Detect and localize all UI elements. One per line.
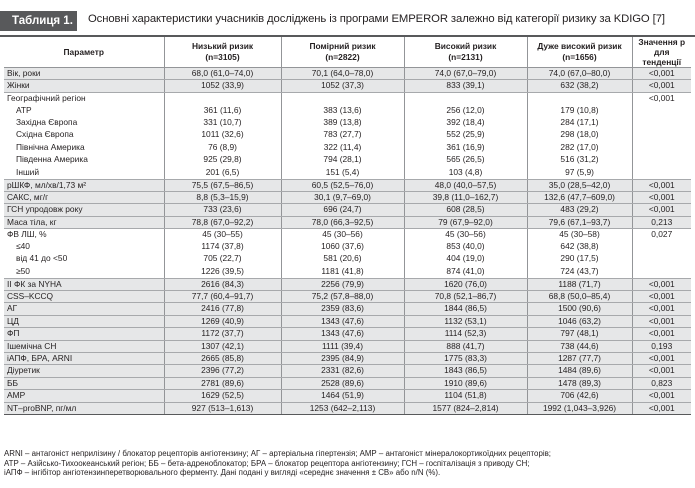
table-header [0,0,695,36]
table-row [4,117,691,129]
row-label: NT–proBNP, пг/мл [4,402,164,414]
cell-p: 0,193 [632,340,691,352]
table-row [4,129,691,141]
cell-mod: 581 (20,6) [281,253,404,265]
cell-low: 331 (10,7) [164,117,281,129]
cell-p: <0,001 [632,365,691,377]
table-row [4,328,691,340]
col-header-param: Параметр [4,37,164,68]
cell-low: 2616 (84,3) [164,278,281,290]
cell-mod: 783 (27,7) [281,129,404,141]
row-label: ББ [4,377,164,389]
cell-high: 103 (4,8) [404,167,527,179]
cell-mod: 1181 (41,8) [281,266,404,278]
cell-vhigh: 298 (18,0) [527,129,632,141]
col-header-low-label: Низький ризик [191,41,254,52]
cell-high: 552 (25,9) [404,129,527,141]
cell-low: 1052 (33,9) [164,80,281,92]
cell-vhigh: 516 (31,2) [527,154,632,166]
data-table [4,37,691,415]
table-row [4,278,691,290]
cell-p: 0,823 [632,377,691,389]
cell-vhigh: 1046 (63,2) [527,315,632,327]
row-label: Жінки [4,80,164,92]
cell-vhigh: 282 (17,0) [527,142,632,154]
cell-p [632,142,691,154]
footnote-line: АТР – Азійсько-Тихоокеанський регіон; ББ – бета-адреноблокатор; БРА – блокатор рецептора ангіотензину; ГСН – госпіталізація з приводу СН; [4,458,530,468]
cell-low [164,92,281,104]
row-label: ФВ ЛШ, % [7,229,47,240]
cell-low: 201 (6,5) [164,167,281,179]
cell-high: 48,0 (40,0–57,5) [404,179,527,191]
table-row [4,92,691,104]
cell-low: 76 (8,9) [164,142,281,154]
cell-low: 1174 (37,8) [164,241,281,253]
col-header-high-label: Високий ризик [434,41,497,52]
table-row [4,266,691,278]
cell-low: 78,8 (67,0–92,2) [164,216,281,228]
cell-p: <0,001 [632,179,691,191]
table-row [4,377,691,389]
cell-p: <0,001 [632,352,691,364]
cell-mod: 322 (11,4) [281,142,404,154]
cell-low: 8,8 (5,3–15,9) [164,191,281,203]
cell-vhigh: 1188 (71,7) [527,278,632,290]
cell-low: 75,5 (67,5–86,5) [164,179,281,191]
table-body [4,68,691,415]
cell-vhigh: 797 (48,1) [527,328,632,340]
cell-low: 45 (30–55) [164,229,281,241]
table-row [4,142,691,154]
cell-vhigh: 79,6 (67,1–93,7) [527,216,632,228]
cell-p: 0,027 [632,229,691,241]
cell-mod: 2331 (82,6) [281,365,404,377]
table-row [4,167,691,179]
cell-p: <0,001 [632,191,691,203]
cell-vhigh [527,92,632,104]
cell-mod: 151 (5,4) [281,167,404,179]
cell-low: 733 (23,6) [164,204,281,216]
table-row [4,204,691,216]
row-label: ГСН упродовж року [4,204,164,216]
cell-low: 2665 (85,8) [164,352,281,364]
footnote-line: іАПФ – інгібітор ангіотензинперетворювального ферменту. Дані подані у вигляді «середнє значення ± СВ» або n/N (%). [4,468,441,478]
cell-p [632,253,691,265]
row-label: ЦД [4,315,164,327]
cell-high: 45 (30–56) [404,229,527,241]
cell-high: 853 (40,0) [404,241,527,253]
cell-vhigh: 1500 (90,6) [527,303,632,315]
cell-p: <0,001 [632,303,691,315]
cell-mod: 2395 (84,9) [281,352,404,364]
cell-low: 1629 (52,5) [164,390,281,402]
col-header-high-n: (n=2131) [448,52,483,62]
cell-mod: 78,0 (66,3–92,5) [281,216,404,228]
cell-high: 1104 (51,8) [404,390,527,402]
cell-vhigh: 1478 (89,3) [527,377,632,389]
cell-mod: 1111 (39,4) [281,340,404,352]
table-row [4,229,691,241]
table-row [4,402,691,414]
cell-mod: 794 (28,1) [281,154,404,166]
cell-vhigh: 97 (5,9) [527,167,632,179]
cell-mod: 1060 (37,6) [281,241,404,253]
cell-vhigh: 483 (29,2) [527,204,632,216]
col-header-very-high [527,37,632,68]
footnote-line: ARNI – антагоніст неприлізину / блокатор рецепторів ангіотензину; АГ – артеріальна гіпертензія; АМР – антагоніст мінералокортикоїдних рецепторів; [4,449,551,458]
cell-high: 1132 (53,1) [404,315,527,327]
row-label: Східна Європа [16,129,74,140]
col-header-very-high-n: (n=1656) [562,52,597,62]
cell-p: <0,001 [632,68,691,80]
cell-p: <0,001 [632,92,691,104]
row-label: Західна Європа [16,117,78,128]
table-row [4,80,691,92]
cell-mod: 75,2 (57,8–88,0) [281,291,404,303]
cell-low: 927 (513–1,613) [164,402,281,414]
row-label: АМР [4,390,164,402]
cell-low: 2416 (77,8) [164,303,281,315]
cell-mod: 1253 (642–2,113) [281,402,404,414]
row-label: Ішемічна СН [4,340,164,352]
row-label: Географічний регіон [7,92,86,103]
cell-high: 1844 (86,5) [404,303,527,315]
table-row [4,216,691,228]
cell-p [632,241,691,253]
cell-high: 1775 (83,3) [404,352,527,364]
row-label: САКС, мг/г [4,191,164,203]
col-header-very-high-label: Дуже високий ризик [537,41,622,52]
cell-high: 1114 (52,3) [404,328,527,340]
cell-vhigh: 706 (42,6) [527,390,632,402]
cell-p: <0,001 [632,291,691,303]
table-row [4,68,691,80]
table-footnotes [4,449,691,478]
table-row [4,241,691,253]
cell-p: <0,001 [632,204,691,216]
cell-vhigh: 724 (43,7) [527,266,632,278]
cell-p: <0,001 [632,390,691,402]
row-label: Діуретик [4,365,164,377]
cell-low: 1269 (40,9) [164,315,281,327]
cell-mod: 389 (13,8) [281,117,404,129]
cell-mod: 60,5 (52,5–76,0) [281,179,404,191]
cell-high: 392 (18,4) [404,117,527,129]
row-label: Південна Америка [16,154,88,165]
cell-mod: 1343 (47,6) [281,328,404,340]
table-row [4,105,691,117]
cell-low: 77,7 (60,4–91,7) [164,291,281,303]
row-label: ≥50 [4,266,164,278]
cell-mod: 70,1 (64,0–78,0) [281,68,404,80]
cell-mod: 45 (30–56) [281,229,404,241]
cell-vhigh: 642 (38,8) [527,241,632,253]
cell-high: 1843 (86,5) [404,365,527,377]
cell-mod: 30,1 (9,7–69,0) [281,191,404,203]
cell-low: 705 (22,7) [164,253,281,265]
col-header-moderate-label: Помірний ризик [309,41,376,52]
cell-p [632,167,691,179]
cell-mod: 2359 (83,6) [281,303,404,315]
cell-vhigh: 1484 (89,6) [527,365,632,377]
cell-mod: 696 (24,7) [281,204,404,216]
cell-high: 1620 (76,0) [404,278,527,290]
cell-p: 0,213 [632,216,691,228]
cell-high: 888 (41,7) [404,340,527,352]
cell-p: <0,001 [632,278,691,290]
row-label: CSS–KCCQ [4,291,164,303]
col-header-p-trend: Значення p для тенденції [632,37,691,68]
cell-high: 404 (19,0) [404,253,527,265]
cell-low: 1011 (32,6) [164,129,281,141]
cell-high: 833 (39,1) [404,80,527,92]
table-row [4,352,691,364]
cell-high: 874 (41,0) [404,266,527,278]
cell-vhigh: 45 (30–58) [527,229,632,241]
cell-high: 1910 (89,6) [404,377,527,389]
cell-vhigh: 68,8 (50,0–85,4) [527,291,632,303]
cell-high: 79 (67,9–92,0) [404,216,527,228]
col-header-high [404,37,527,68]
cell-vhigh: 74,0 (67,0–80,0) [527,68,632,80]
cell-mod: 1052 (37,3) [281,80,404,92]
table-head-row [4,37,691,68]
cell-high: 565 (26,5) [404,154,527,166]
cell-high: 361 (16,9) [404,142,527,154]
cell-low: 2396 (77,2) [164,365,281,377]
row-label: Північна Америка [16,141,85,152]
cell-p: <0,001 [632,315,691,327]
row-label: II ФК за NYHA [4,278,164,290]
cell-mod: 1464 (51,9) [281,390,404,402]
cell-p [632,129,691,141]
cell-vhigh: 632 (38,2) [527,80,632,92]
cell-vhigh: 738 (44,6) [527,340,632,352]
cell-low: 2781 (89,6) [164,377,281,389]
col-header-low [164,37,281,68]
cell-vhigh: 35,0 (28,5–42,0) [527,179,632,191]
col-header-moderate [281,37,404,68]
cell-high: 70,8 (52,1–86,7) [404,291,527,303]
cell-mod: 1343 (47,6) [281,315,404,327]
table-row [4,365,691,377]
table-row [4,154,691,166]
cell-p [632,105,691,117]
cell-low: 361 (11,6) [164,105,281,117]
row-label: Вік, роки [4,68,164,80]
cell-p [632,266,691,278]
row-label: АТР [16,104,32,115]
cell-vhigh: 132,6 (47,7–609,0) [527,191,632,203]
table-row [4,303,691,315]
cell-vhigh: 179 (10,8) [527,105,632,117]
cell-mod: 2256 (79,9) [281,278,404,290]
row-label: Маса тіла, кг [4,216,164,228]
cell-p: <0,001 [632,80,691,92]
row-label: рШКФ, мл/хв/1,73 м² [4,179,164,191]
row-label: ФП [4,328,164,340]
cell-high: 39,8 (11,0–162,7) [404,191,527,203]
row-label: Інший [4,167,164,179]
col-header-low-n: (n=3105) [205,52,240,62]
cell-vhigh: 1287 (77,7) [527,352,632,364]
cell-high [404,92,527,104]
cell-low: 1226 (39,5) [164,266,281,278]
cell-high: 256 (12,0) [404,105,527,117]
cell-vhigh: 1992 (1,043–3,926) [527,402,632,414]
table-row [4,315,691,327]
table-row [4,291,691,303]
table-row [4,253,691,265]
cell-low: 925 (29,8) [164,154,281,166]
cell-mod: 2528 (89,6) [281,377,404,389]
cell-p [632,154,691,166]
row-label: ≤40 [16,240,30,251]
table-row [4,191,691,203]
table-row [4,340,691,352]
col-header-moderate-n: (n=2822) [325,52,360,62]
cell-high: 74,0 (67,0–79,0) [404,68,527,80]
cell-high: 1577 (824–2,814) [404,402,527,414]
cell-low: 1307 (42,1) [164,340,281,352]
cell-vhigh: 284 (17,1) [527,117,632,129]
cell-low: 68,0 (61,0–74,0) [164,68,281,80]
row-label: від 41 до <50 [16,253,68,264]
cell-low: 1172 (37,7) [164,328,281,340]
cell-vhigh: 290 (17,5) [527,253,632,265]
table-number-badge: Таблиця 1. [0,11,77,31]
cell-high: 608 (28,5) [404,204,527,216]
table-row [4,390,691,402]
cell-mod: 383 (13,6) [281,105,404,117]
cell-p [632,117,691,129]
table-row [4,179,691,191]
cell-p: <0,001 [632,402,691,414]
cell-mod [281,92,404,104]
table-caption: Основні характеристики учасників досліджень із програми EMPEROR залежно від категорії ризику за KDIGO [7] [88,13,665,25]
row-label: АГ [4,303,164,315]
row-label: іАПФ, БРА, ARNI [4,352,164,364]
cell-p: <0,001 [632,328,691,340]
